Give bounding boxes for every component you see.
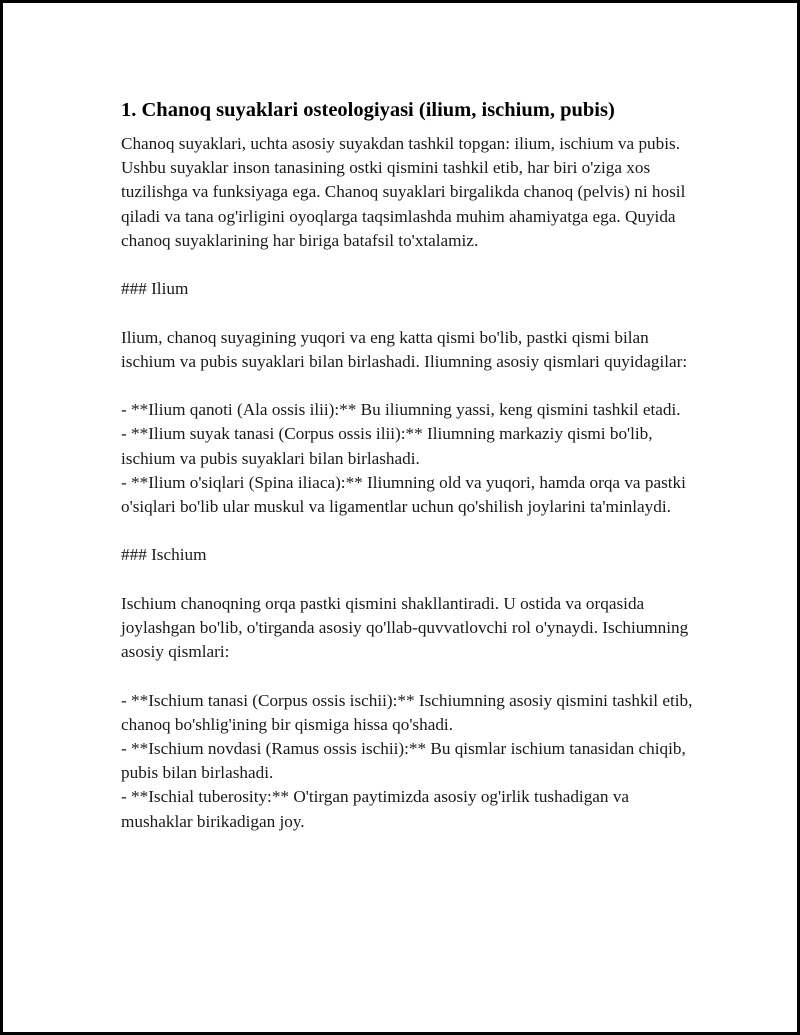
spacer — [121, 664, 701, 688]
section-heading-ilium: ### Ilium — [121, 279, 189, 299]
spacer — [121, 519, 701, 543]
list-item: - **Ischium tanasi (Corpus ossis ischii):** Ischiumning asosiy qismini tashkil etib, chanoq bo'shlig'ining bir qismiga hissa qo'shadi. — [121, 690, 693, 734]
spacer — [121, 301, 701, 325]
spacer — [121, 374, 701, 398]
list-item: - **Ischium novdasi (Ramus ossis ischii):** Bu qismlar ischium tanasidan chiqib, pubis bilan birlashadi. — [121, 738, 686, 783]
spacer — [121, 568, 701, 592]
ilium-paragraph: Ilium, chanoq suyagining yuqori va eng katta qismi bo'lib, pastki qismi bilan ischium va pubis suyaklari bilan birlashadi. Iliumning asosiy qismlari quyidagilar: — [121, 327, 688, 371]
spacer — [121, 253, 701, 277]
ischium-paragraph: Ischium chanoqning orqa pastki qismini shakllantiradi. U ostida va orqasida joylashgan bo'lib, o'tirganda asosiy qo'llab-quvvatlovchi rol o'ynaydi. Ischiumning asosiy qismlari: — [121, 593, 689, 662]
document-body — [121, 96, 701, 834]
list-item: - **Ischial tuberosity:** O'tirgan paytimizda asosiy og'irlik tushadigan va mushaklar birikadigan joy. — [121, 787, 630, 831]
list-item: - **Ilium o'siqlari (Spina iliaca):** Iliumning old va yuqori, hamda orqa va pastki o'siqlari bo'lib ular muskul va ligamentlar uchun qo'shilish joylarini ta'minlaydi. — [121, 472, 686, 516]
list-item: - **Ilium qanoti (Ala ossis ilii):** Bu iliumning yassi, keng qismini tashkil etadi. — [121, 400, 681, 420]
list-item: - **Ilium suyak tanasi (Corpus ossis ilii):** Iliumning markaziy qismi bo'lib, ischium va pubis suyaklari bilan birlashadi. — [121, 424, 653, 468]
intro-paragraph: Chanoq suyaklari, uchta asosiy suyakdan tashkil topgan: ilium, ischium va pubis. Ushbu suyaklar inson tanasining ostki qismini tashkil etib, har biri o'ziga xos tuzilishga va funksiyaga ega. Chanoq suyaklari birgalikda chanoq (pelvis) ni hosil qiladi va tana og'irligini oyoqlarga taqsimlashda muhim ahamiyatga ega. Quyida chanoq suyaklarining har biriga batafsil to'xtalamiz. — [121, 134, 686, 250]
document-title: 1. Chanoq suyaklari osteologiyasi (ilium, ischium, pubis) — [121, 99, 615, 121]
section-heading-ischium: ### Ischium — [121, 545, 207, 565]
